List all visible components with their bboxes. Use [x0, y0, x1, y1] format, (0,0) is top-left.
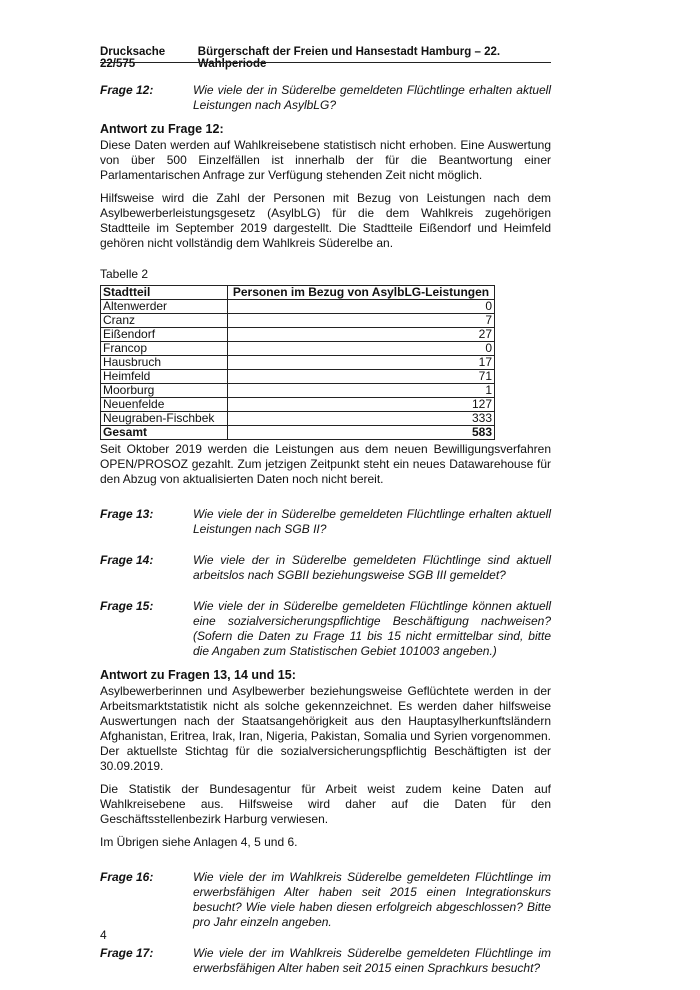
- column-header-stadtteil: Stadtteil: [101, 286, 228, 300]
- question-text: Wie viele der im Wahlkreis Süderelbe gemeldeten Flüchtlinge im erwerbsfähigen Alter haben seit 2015 einen Integrationskurs besucht? Wie viele haben diesen erfolgreich abgeschlossen? Bitte pro Jahr einzeln angeben.: [193, 870, 551, 929]
- question-text: Wie viele der in Süderelbe gemeldeten Flüchtlinge können aktuell eine sozialversicherungspflichtige Beschäftigung nachweisen? (Sofern die Daten zu Frage 11 bis 15 nicht ermittelbar sind, bitte die Angaben zum Statistischen Gebiet 101003 angeben.): [193, 599, 551, 658]
- column-header-personen: Personen im Bezug von AsylbLG-Leistungen: [228, 286, 495, 300]
- after-table-paragraph: Seit Oktober 2019 werden die Leistungen aus dem neuen Bewilligungsverfahren OPEN/PROSOZ gezahlt. Zum jetzigen Zeitpunkt steht ein neues Datawarehouse für den Abzug von aktualisierten Daten noch nicht bereit.: [100, 442, 551, 486]
- district-cell: Hausbruch: [101, 356, 228, 370]
- district-cell: Neuenfelde: [101, 398, 228, 412]
- district-cell: Cranz: [101, 314, 228, 328]
- table-row: [101, 412, 495, 426]
- question-15: [100, 599, 551, 659]
- answer-paragraph: Im Übrigen siehe Anlagen 4, 5 und 6.: [100, 835, 298, 849]
- question-label: Frage 16:: [100, 870, 154, 884]
- table-row: [101, 356, 495, 370]
- table-caption: Tabelle 2: [100, 267, 149, 281]
- table-row: [101, 314, 495, 328]
- question-label: Frage 12:: [100, 83, 154, 97]
- question-text: Wie viele der im Wahlkreis Süderelbe gemeldeten Flüchtlinge im erwerbsfähigen Alter haben seit 2015 einen Sprachkurs besucht?: [193, 946, 551, 975]
- drucksache-number: Drucksache 22/575: [100, 46, 166, 70]
- question-16: [100, 870, 551, 930]
- question-label: Frage 17:: [100, 946, 154, 960]
- count-cell: 127: [228, 398, 495, 412]
- answer-heading-13-15: Antwort zu Fragen 13, 14 und 15:: [100, 668, 296, 682]
- answer-paragraph: Asylbewerberinnen und Asylbewerber beziehungsweise Geflüchtete werden in der Arbeitsmarktstatistik nicht als solche gekennzeichnet. Es werden daher hilfsweise Auswertungen nach der Staatsangehörigkeit aus den Hauptasylherkunftsländern Afghanistan, Eritrea, Irak, Iran, Nigeria, Pakistan, Somalia und Syrien vorgenommen. Der aktuellste Stichtag für die sozialversicherungspflichtig Beschäftigten ist der 30.09.2019.: [100, 684, 551, 773]
- district-cell: Francop: [101, 342, 228, 356]
- answer-heading-12: Antwort zu Frage 12:: [100, 122, 224, 136]
- count-cell: 71: [228, 370, 495, 384]
- page-number: 4: [100, 928, 107, 942]
- table-row: [101, 398, 495, 412]
- table-body: [101, 300, 495, 440]
- district-cell: Heimfeld: [101, 370, 228, 384]
- count-cell: 333: [228, 412, 495, 426]
- answer-paragraph: Diese Daten werden auf Wahlkreisebene statistisch nicht erhoben. Eine Auswertung von über 500 Einzelfällen ist innerhalb der für die Beantwortung einer Parlamentarischen Anfrage zur Verfügung stehenden Zeit nicht möglich.: [100, 138, 551, 182]
- count-cell: 17: [228, 356, 495, 370]
- table-row: [101, 384, 495, 398]
- page-header: [100, 46, 551, 70]
- district-cell: Moorburg: [101, 384, 228, 398]
- asylblg-table: [100, 285, 495, 440]
- header-divider: [100, 62, 551, 63]
- question-14: [100, 553, 551, 583]
- question-13: [100, 507, 551, 537]
- count-cell: 1: [228, 384, 495, 398]
- answer-paragraph: Hilfsweise wird die Zahl der Personen mit Bezug von Leistungen nach dem Asylbewerberleistungsgesetz (AsylbLG) für die dem Wahlkreis zugehörigen Stadtteile im September 2019 dargestellt. Die Stadtteile Eißendorf und Heimfeld gehören nicht vollständig dem Wahlkreis Süderelbe an.: [100, 191, 551, 250]
- total-value: 583: [228, 426, 495, 440]
- district-cell: Neugraben-Fischbek: [101, 412, 228, 426]
- question-label: Frage 14:: [100, 553, 154, 567]
- district-cell: Eißendorf: [101, 328, 228, 342]
- table-row: [101, 328, 495, 342]
- question-label: Frage 13:: [100, 507, 154, 521]
- question-text: Wie viele der in Süderelbe gemeldeten Flüchtlinge erhalten aktuell Leistungen nach AsylbLG?: [193, 83, 551, 112]
- table-total-row: [101, 426, 495, 440]
- total-label: Gesamt: [101, 426, 228, 440]
- answer-paragraph: Die Statistik der Bundesagentur für Arbeit weist zudem keine Daten auf Wahlkreisebene aus. Hilfsweise wird daher auf die Daten für den Geschäftsstellenbezirk Harburg verwiesen.: [100, 782, 551, 826]
- main-content: [100, 83, 551, 976]
- count-cell: 27: [228, 328, 495, 342]
- table-row: [101, 342, 495, 356]
- table-header-row: [101, 286, 495, 300]
- count-cell: 7: [228, 314, 495, 328]
- question-12: [100, 83, 551, 113]
- district-cell: Altenwerder: [101, 300, 228, 314]
- question-17: [100, 946, 551, 976]
- parliament-title: Bürgerschaft der Freien und Hansestadt Hamburg – 22. Wahlperiode: [197, 46, 501, 70]
- question-text: Wie viele der in Süderelbe gemeldeten Flüchtlinge sind aktuell arbeitslos nach SGBII beziehungsweise SGB III gemeldet?: [193, 553, 551, 582]
- table-row: [101, 370, 495, 384]
- question-text: Wie viele der in Süderelbe gemeldeten Flüchtlinge erhalten aktuell Leistungen nach SGB II?: [193, 507, 551, 536]
- count-cell: 0: [228, 300, 495, 314]
- table-row: [101, 300, 495, 314]
- count-cell: 0: [228, 342, 495, 356]
- question-label: Frage 15:: [100, 599, 154, 613]
